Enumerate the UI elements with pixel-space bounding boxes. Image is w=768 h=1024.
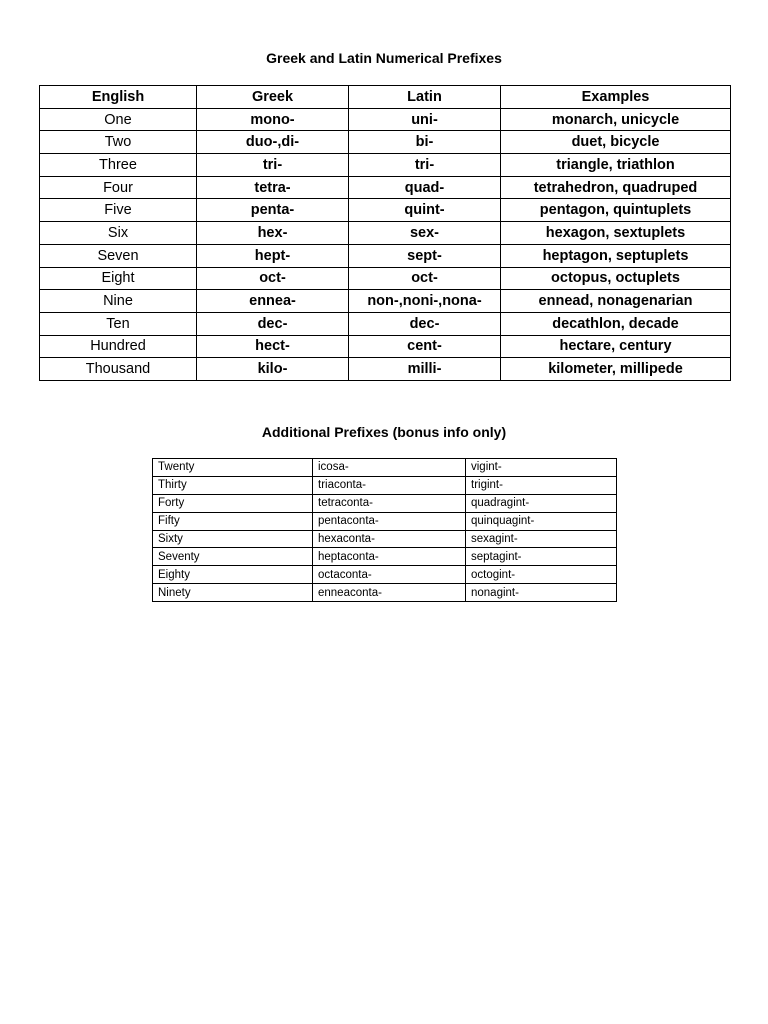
table-row	[153, 566, 617, 584]
table-row	[40, 154, 731, 177]
cell-examples: heptagon, septuplets	[501, 244, 731, 267]
cell-number: Forty	[153, 494, 313, 512]
prefix-table	[39, 85, 731, 381]
cell-greek: hept-	[197, 244, 349, 267]
column-header-examples: Examples	[501, 86, 731, 109]
cell-examples: octopus, octuplets	[501, 267, 731, 290]
cell-latin: quadragint-	[466, 494, 617, 512]
table-row	[153, 494, 617, 512]
cell-latin: milli-	[349, 358, 501, 381]
section-title-additional-prefixes: Additional Prefixes (bonus info only)	[261, 424, 507, 440]
cell-latin: oct-	[349, 267, 501, 290]
column-header-greek: Greek	[197, 86, 349, 109]
cell-greek: dec-	[197, 312, 349, 335]
table-row	[153, 548, 617, 566]
cell-english: Five	[40, 199, 197, 222]
cell-english: Two	[40, 131, 197, 154]
cell-latin: uni-	[349, 108, 501, 131]
cell-english: Four	[40, 176, 197, 199]
cell-latin: quad-	[349, 176, 501, 199]
cell-latin: cent-	[349, 335, 501, 358]
cell-examples: monarch, unicycle	[501, 108, 731, 131]
cell-examples: decathlon, decade	[501, 312, 731, 335]
cell-greek: hect-	[197, 335, 349, 358]
column-header-latin: Latin	[349, 86, 501, 109]
table-row	[40, 335, 731, 358]
cell-latin: bi-	[349, 131, 501, 154]
cell-number: Eighty	[153, 566, 313, 584]
additional-prefix-table	[152, 458, 617, 602]
cell-latin: trigint-	[466, 476, 617, 494]
cell-greek: pentaconta-	[313, 512, 466, 530]
cell-english: Ten	[40, 312, 197, 335]
cell-examples: hexagon, sextuplets	[501, 222, 731, 245]
cell-greek: kilo-	[197, 358, 349, 381]
cell-greek: octaconta-	[313, 566, 466, 584]
cell-examples: tetrahedron, quadruped	[501, 176, 731, 199]
table-row	[40, 199, 731, 222]
cell-number: Thirty	[153, 476, 313, 494]
cell-greek: tetraconta-	[313, 494, 466, 512]
cell-greek: penta-	[197, 199, 349, 222]
cell-greek: heptaconta-	[313, 548, 466, 566]
cell-greek: ennea-	[197, 290, 349, 313]
cell-latin: dec-	[349, 312, 501, 335]
cell-latin: septagint-	[466, 548, 617, 566]
cell-latin: non-,noni-,nona-	[349, 290, 501, 313]
cell-examples: duet, bicycle	[501, 131, 731, 154]
cell-greek: hex-	[197, 222, 349, 245]
cell-number: Twenty	[153, 459, 313, 477]
table-row	[153, 459, 617, 477]
cell-greek: mono-	[197, 108, 349, 131]
cell-latin: sexagint-	[466, 530, 617, 548]
table-row	[153, 512, 617, 530]
cell-greek: tetra-	[197, 176, 349, 199]
table-row	[40, 267, 731, 290]
cell-latin: quint-	[349, 199, 501, 222]
cell-greek: tri-	[197, 154, 349, 177]
cell-examples: pentagon, quintuplets	[501, 199, 731, 222]
table-row	[40, 244, 731, 267]
table-row	[153, 530, 617, 548]
cell-english: Six	[40, 222, 197, 245]
cell-latin: vigint-	[466, 459, 617, 477]
cell-latin: nonagint-	[466, 584, 617, 602]
cell-latin: sex-	[349, 222, 501, 245]
table-header-row	[40, 86, 731, 109]
cell-english: Three	[40, 154, 197, 177]
cell-english: Seven	[40, 244, 197, 267]
column-header-english: English	[40, 86, 197, 109]
cell-examples: hectare, century	[501, 335, 731, 358]
cell-examples: kilometer, millipede	[501, 358, 731, 381]
cell-greek: triaconta-	[313, 476, 466, 494]
table-row	[40, 131, 731, 154]
cell-number: Fifty	[153, 512, 313, 530]
cell-latin: octogint-	[466, 566, 617, 584]
table-row	[40, 290, 731, 313]
cell-english: Hundred	[40, 335, 197, 358]
cell-latin: tri-	[349, 154, 501, 177]
table-row	[153, 584, 617, 602]
cell-number: Sixty	[153, 530, 313, 548]
table-row	[40, 176, 731, 199]
cell-english: One	[40, 108, 197, 131]
table-row	[40, 222, 731, 245]
cell-greek: oct-	[197, 267, 349, 290]
table-row	[153, 476, 617, 494]
cell-greek: enneaconta-	[313, 584, 466, 602]
cell-english: Eight	[40, 267, 197, 290]
cell-english: Nine	[40, 290, 197, 313]
table-row	[40, 312, 731, 335]
cell-latin: sept-	[349, 244, 501, 267]
page-title: Greek and Latin Numerical Prefixes	[266, 50, 502, 66]
table-row	[40, 358, 731, 381]
cell-greek: duo-,di-	[197, 131, 349, 154]
cell-english: Thousand	[40, 358, 197, 381]
cell-number: Ninety	[153, 584, 313, 602]
cell-greek: hexaconta-	[313, 530, 466, 548]
cell-latin: quinquagint-	[466, 512, 617, 530]
cell-greek: icosa-	[313, 459, 466, 477]
cell-examples: ennead, nonagenarian	[501, 290, 731, 313]
cell-examples: triangle, triathlon	[501, 154, 731, 177]
cell-number: Seventy	[153, 548, 313, 566]
table-row	[40, 108, 731, 131]
